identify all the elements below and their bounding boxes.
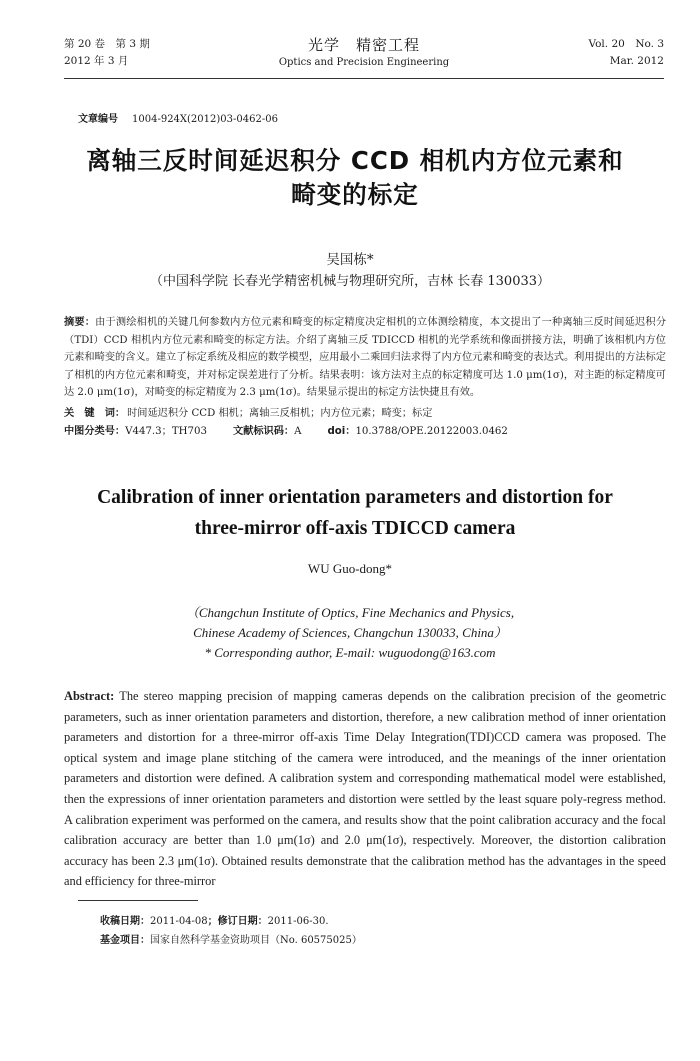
footnote-dates — [100, 913, 660, 931]
received-label: 收稿日期： — [100, 916, 150, 927]
volume-issue-cn: 第 20 卷 第 3 期 — [64, 38, 150, 50]
header-right — [588, 36, 664, 70]
author-cn: 吴国栋* — [326, 252, 374, 268]
clc-value: V447.3；TH703 — [125, 426, 207, 437]
title-cn — [40, 144, 670, 212]
keywords-cn-text: 时间延迟积分 CCD 相机；离轴三反相机；内方位元素；畸变；标定 — [127, 408, 433, 419]
article-number-value: 1004-924X(2012)03-0462-06 — [132, 114, 278, 125]
doi-value: 10.3788/OPE.20122003.0462 — [355, 426, 508, 437]
fund-value: 国家自然科学基金资助项目（No. 60575025） — [150, 935, 362, 946]
abstract-en-text: The stereo mapping precision of mapping cameras depends on the calibration precision of the geometric parameters, such as inner orientation parameters and distortion, therefore, a new calibration method of inner orientation parameters and distortion for a three-mirror off-axis Time Delay Integration(TDI)CCD camera was proposed. The optical system and image plane stitching of the camera were introduced, and the meanings of the inner orientation parameters and distortion were defined. A calibration system and corresponding mathematical model were established, then the expressions of inner orientation parameters and distortion were settled by the least square poly-regress method. A calibration experiment was performed on the camera, and results show that the point calibration accuracy and the focal calibration accuracy are better than 1.0 μm(1σ) and 2.0 μm(1σ), respectively. Moreover, the distortion calibration accuracy has been 2.3 μm(1σ). Obtained results demonstrate that the calibration method has the advantages in the speed and efficiency for three-mirror — [64, 689, 666, 889]
footnote-rule — [78, 900, 198, 901]
classification-line — [64, 423, 666, 441]
author-en: WU Guo-dong* — [307, 561, 393, 576]
affiliation-en-line1: （Changchun Institute of Optics, Fine Mechanics and Physics, — [185, 605, 515, 620]
abstract-cn-label: 摘要： — [64, 317, 96, 328]
title-en — [50, 482, 660, 544]
abstract-en — [64, 686, 666, 892]
title-cn-line1: 离轴三反时间延迟积分 CCD 相机内方位元素和 — [86, 146, 624, 175]
affiliation-en-line2: Chinese Academy of Sciences, Changchun 130033, China） — [193, 625, 507, 640]
title-en-line1: Calibration of inner orientation parameters and distortion for — [97, 487, 613, 508]
abstract-en-label: Abstract: — [64, 689, 115, 703]
journal-name-en: Optics and Precision Engineering — [278, 57, 450, 68]
title-en-line2: three-mirror off-axis TDICCD camera — [194, 518, 516, 539]
abstract-cn-text: 由于测绘相机的关键几何参数内方位元素和畸变的标定精度决定相机的立体测绘精度，本文提出了一种离轴三反时间延迟积分（TDI）CCD 相机内方位元素和畸变的标定方法。介绍了离轴三反 TDICCD 相机的光学系统和像面拼接方法，明确了该相机内方位元素和畸变的含义。建立了标定系统及相应的数学模型，应用最小二乘回归法求得了内方位元素和畸变的表达式。利用提出的方法标定了相机的内方位元素和畸变，并对标定误差进行了分析。结果表明：该方法对主点的标定精度可达 1.0 μm(1σ)，对主距的标定精度可达 2.0 μm(1σ)，对畸变的标定精度为 2.3 μm(1σ)。结果显示提出的标定方法快捷且有效。 — [64, 317, 667, 399]
footnote-fund — [100, 932, 660, 950]
date-cn: 2012 年 3 月 — [64, 55, 129, 67]
date-en: Mar. 2012 — [609, 55, 664, 67]
abstract-cn — [64, 314, 666, 402]
affiliation-cn: （中国科学院 长春光学精密机械与物理研究所，吉林 长春 130033） — [149, 274, 551, 289]
doc-code-value: A — [294, 426, 302, 437]
journal-name-cn: 光学 精密工程 — [307, 36, 420, 54]
revised-label: ；修订日期： — [207, 916, 268, 927]
clc-label: 中图分类号： — [64, 426, 126, 437]
header-journal — [64, 36, 664, 71]
doc-code-label: 文献标识码： — [232, 426, 295, 437]
keywords-cn-label: 关 键 词： — [64, 408, 126, 419]
keywords-cn — [64, 405, 666, 423]
affiliation-en — [0, 603, 700, 663]
revised-value: 2011-06-30. — [267, 916, 329, 927]
header-rule — [64, 78, 664, 79]
volume-issue-en: Vol. 20 No. 3 — [588, 38, 664, 50]
article-number-label: 文章编号 — [78, 114, 118, 125]
received-value: 2011-04-08 — [150, 916, 208, 927]
corresponding-author: * Corresponding author, E-mail: wuguodong@163.com — [204, 645, 496, 660]
doi-label: doi： — [327, 426, 356, 437]
article-number — [78, 110, 278, 125]
fund-label: 基金项目： — [100, 935, 150, 946]
running-header — [64, 36, 664, 76]
title-cn-line2: 畸变的标定 — [291, 180, 419, 209]
